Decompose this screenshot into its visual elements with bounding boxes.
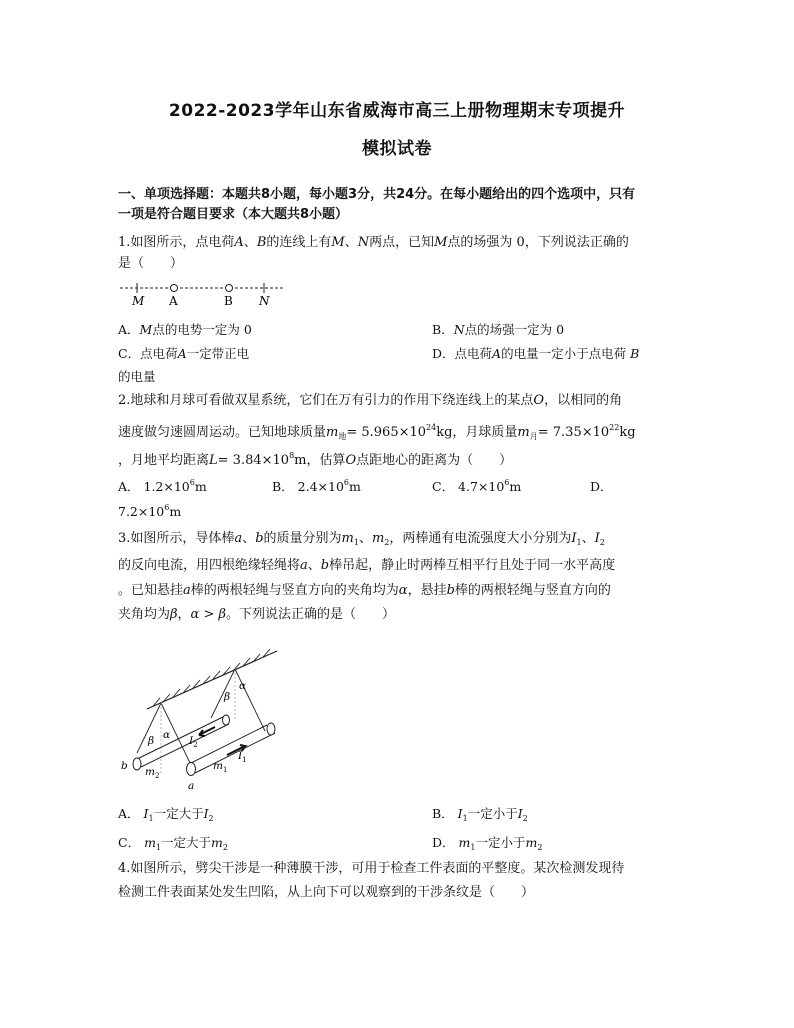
label-alpha-right: α	[239, 680, 247, 692]
q1-stem-line2: 是（ ）	[118, 256, 184, 271]
earth-mass-exp: 24	[426, 423, 437, 432]
q3-sep: 、	[358, 531, 372, 546]
q2-option-d-value	[118, 503, 181, 519]
q3-text: 3.如图所示，导体棒	[118, 531, 235, 546]
distance-value: = 3.84×10	[217, 453, 290, 468]
label-m2-sub: 2	[154, 772, 160, 780]
label-I2	[188, 735, 198, 749]
var-beta: β	[170, 607, 178, 622]
condition: α > β	[190, 607, 226, 622]
sub: 2	[522, 814, 528, 823]
q1-option-a	[118, 320, 252, 338]
q1-stem-line1	[118, 233, 629, 253]
var-m: m	[211, 835, 223, 850]
q2-stem-line2	[118, 418, 636, 447]
option-letter: B．	[432, 806, 454, 821]
q3-option-c	[118, 833, 228, 852]
q1-text: 的连线上有	[266, 235, 332, 250]
option-unit: m	[194, 479, 207, 494]
label-a: a	[188, 780, 195, 792]
sub: 2	[537, 843, 543, 852]
section-header-line2: 一项是符合题目要求（本大题共8小题）	[118, 207, 349, 222]
option-letter: C．	[118, 835, 141, 850]
label-M: M	[132, 294, 145, 308]
q2-text: m，估算	[294, 453, 346, 468]
option-exp: 6	[189, 478, 195, 487]
q4-stem-line1: 4.如图所示，劈尖干涉是一种薄膜干涉，可用于检查工件表面的平整度。某次检测发现待	[118, 861, 625, 876]
var-I: I	[203, 806, 209, 821]
var-b: b	[255, 531, 264, 546]
var-m-earth: m	[326, 425, 339, 440]
option-text: B． 2.4×10	[272, 479, 344, 494]
var-A: A	[234, 235, 244, 250]
var-O: O	[345, 453, 357, 468]
var-b: b	[446, 583, 455, 598]
q3-stem-line1	[118, 529, 605, 553]
label-alpha-left: α	[163, 729, 171, 741]
var-m: m	[458, 835, 471, 850]
q3-text: ，悬挂	[407, 583, 447, 598]
var-N: N	[453, 322, 465, 337]
option-text: A． 1.2×10	[118, 479, 190, 494]
sub: 2	[384, 538, 390, 547]
var-B: B	[256, 235, 267, 250]
q3-text: 棒的两根轻绳与竖直方向的夹角均为	[190, 583, 399, 598]
q1-option-c	[118, 344, 249, 362]
q3-rods-figure	[115, 645, 305, 795]
ceiling-line	[147, 651, 277, 709]
q3-text: 的质量分别为	[263, 531, 342, 546]
q1-option-d-cont: 的电量	[118, 369, 156, 384]
earth-mass-value: = 5.965×10	[346, 425, 427, 440]
q3-text: ，	[177, 607, 191, 622]
q2-option-b	[272, 477, 361, 495]
option-letter: A．	[118, 322, 140, 337]
q2-stem-line3	[118, 446, 512, 471]
label-B: B	[224, 294, 233, 308]
var-M: M	[139, 322, 153, 337]
moon-mass-exp: 22	[609, 423, 620, 432]
option-text: 点的场强一定为 0	[464, 322, 565, 337]
var-a: a	[234, 531, 243, 546]
q3-text: 的反向电流，用四根绝缘轻绳将	[118, 558, 301, 573]
q3-text: 棒吊起，静止时两棒互相平行且处于同一水平高度	[329, 558, 616, 573]
sub-moon: 月	[529, 432, 538, 441]
option-text: 7.2×10	[118, 504, 165, 519]
q1-charge-figure	[118, 278, 288, 310]
label-A: A	[169, 294, 178, 308]
var-I: I	[517, 806, 523, 821]
rod-a	[187, 723, 276, 776]
moon-mass-value: = 7.35×10	[537, 425, 610, 440]
q3-option-d	[432, 833, 542, 852]
var-m2: m	[371, 531, 385, 546]
label-beta-left: β	[148, 735, 155, 747]
label-b: b	[121, 760, 128, 772]
q2-option-a	[118, 477, 207, 495]
label-m1-sub: 1	[222, 766, 228, 774]
option-text: 一定带正电	[186, 346, 250, 361]
var-m: m	[144, 835, 156, 850]
option-unit: m	[169, 504, 182, 519]
var-a: a	[300, 558, 308, 573]
var-A: A	[492, 346, 502, 361]
var-M: M	[434, 235, 448, 250]
sub: 1	[353, 538, 359, 547]
var-m-moon: m	[517, 425, 530, 440]
q1-text: 两点，已知	[369, 235, 435, 250]
q3-stem-line2	[118, 556, 615, 576]
ceiling-hatch	[153, 649, 270, 706]
option-text: 一定小于	[475, 835, 526, 850]
sub: 1	[462, 814, 468, 823]
current-I1-arrow	[227, 745, 245, 755]
q3-sep: 、	[242, 531, 256, 546]
q1-sep: 、	[243, 235, 257, 250]
option-exp: 6	[164, 503, 170, 512]
sub: 2	[208, 814, 214, 823]
var-N: N	[357, 235, 370, 250]
var-M: M	[331, 235, 345, 250]
option-exp: 6	[343, 478, 350, 487]
q3-stem-line4	[118, 605, 395, 625]
option-text: D．点电荷	[432, 346, 493, 361]
var-alpha: α	[398, 583, 408, 598]
option-unit: m	[349, 479, 361, 494]
var-I: I	[457, 806, 463, 821]
q1-sep: 、	[344, 235, 358, 250]
label-I2-sub: 2	[193, 741, 198, 749]
q2-text: ，以相同的角	[544, 393, 623, 408]
option-letter: A．	[118, 806, 140, 821]
q2-text: 点距地心的距离为（ ）	[356, 453, 513, 468]
label-I1-letter: I	[238, 750, 243, 762]
option-text: 一定大于	[161, 835, 212, 850]
q4-stem-line2: 检测工件表面某处发生凹陷，从上向下可以观察到的干涉条纹是（ ）	[118, 885, 535, 900]
sub: 2	[599, 538, 605, 547]
option-text: C．点电荷	[118, 346, 178, 361]
q3-text: ，两棒通有电流强度大小分别为	[389, 531, 572, 546]
q2-stem-line1	[118, 391, 622, 411]
q2-text: ，月地平均距离	[118, 453, 210, 468]
option-letter: D．	[432, 835, 455, 850]
var-I2: I	[594, 531, 600, 546]
sub: 2	[222, 843, 228, 852]
q2-option-c	[432, 477, 521, 495]
label-m1-letter: m	[213, 760, 223, 772]
option-text: 一定大于	[153, 806, 204, 821]
sub: 1	[148, 814, 154, 823]
page-title-line1: 2022-2023学年山东省威海市高三上册物理期末专项提升	[168, 101, 626, 121]
var-a: a	[183, 583, 191, 598]
label-m2	[145, 766, 159, 780]
q3-sep: 、	[581, 531, 595, 546]
q1-option-b	[432, 320, 564, 338]
var-L: L	[209, 453, 218, 468]
option-text: C． 4.7×10	[432, 479, 505, 494]
q1-option-d	[432, 344, 639, 362]
var-b: b	[320, 558, 330, 573]
var-B: B	[630, 346, 640, 361]
q3-text: 夹角均为	[118, 607, 171, 622]
option-text: 一定小于	[467, 806, 518, 821]
sub: 1	[470, 843, 476, 852]
label-I2-letter: I	[189, 735, 194, 747]
var-m1: m	[341, 531, 354, 546]
label-N: N	[259, 294, 270, 308]
label-m1	[213, 760, 227, 774]
q1-text: 1.如图所示，点电荷	[118, 235, 235, 250]
page-title-line2: 模拟试卷	[362, 139, 432, 159]
var-O: O	[533, 393, 545, 408]
section-header-line1: 一、单项选择题：本题共8小题，每小题3分，共24分。在每小题给出的四个选项中，只有	[118, 187, 636, 202]
sub-earth: 地	[338, 432, 347, 441]
q3-option-a	[118, 804, 214, 823]
distance-exp: 8	[289, 451, 295, 460]
q3-text: 。下列说法正确的是（ ）	[226, 607, 396, 622]
q3-text: 棒的两根轻绳与竖直方向的	[454, 583, 611, 598]
label-beta-right: β	[224, 691, 231, 703]
q2-text: 速度做匀速圆周运动。已知地球质量	[118, 425, 327, 440]
q3-stem-line3	[118, 581, 611, 601]
sub: 1	[155, 843, 162, 852]
label-I1-sub: 1	[242, 756, 247, 764]
option-exp: 6	[504, 478, 510, 487]
option-letter: B．	[432, 322, 454, 337]
option-text: 点的电势一定为 0	[152, 322, 252, 337]
q2-text: 2.地球和月球可看做双星系统，它们在万有引力的作用下绕连线上的某点	[118, 393, 534, 408]
q2-unit: kg	[619, 425, 636, 440]
var-I: I	[143, 806, 149, 821]
label-m2-letter: m	[145, 766, 155, 778]
q3-option-b	[432, 804, 528, 823]
option-text: 的电量一定小于点电荷	[501, 346, 627, 361]
q1-text: 点的场强为 0，下列说法正确的	[447, 235, 629, 250]
var-I1: I	[571, 531, 577, 546]
q2-option-d: D．	[590, 479, 613, 494]
var-A: A	[177, 346, 187, 361]
q2-text: kg，月球质量	[436, 425, 518, 440]
charge-A-circle	[171, 285, 178, 292]
charge-B-circle	[226, 285, 233, 292]
var-m: m	[525, 835, 538, 850]
q3-text: 。已知悬挂	[118, 583, 184, 598]
option-unit: m	[509, 479, 522, 494]
sub: 1	[576, 538, 582, 547]
q3-sep: 、	[307, 558, 321, 573]
label-I1	[237, 750, 247, 764]
